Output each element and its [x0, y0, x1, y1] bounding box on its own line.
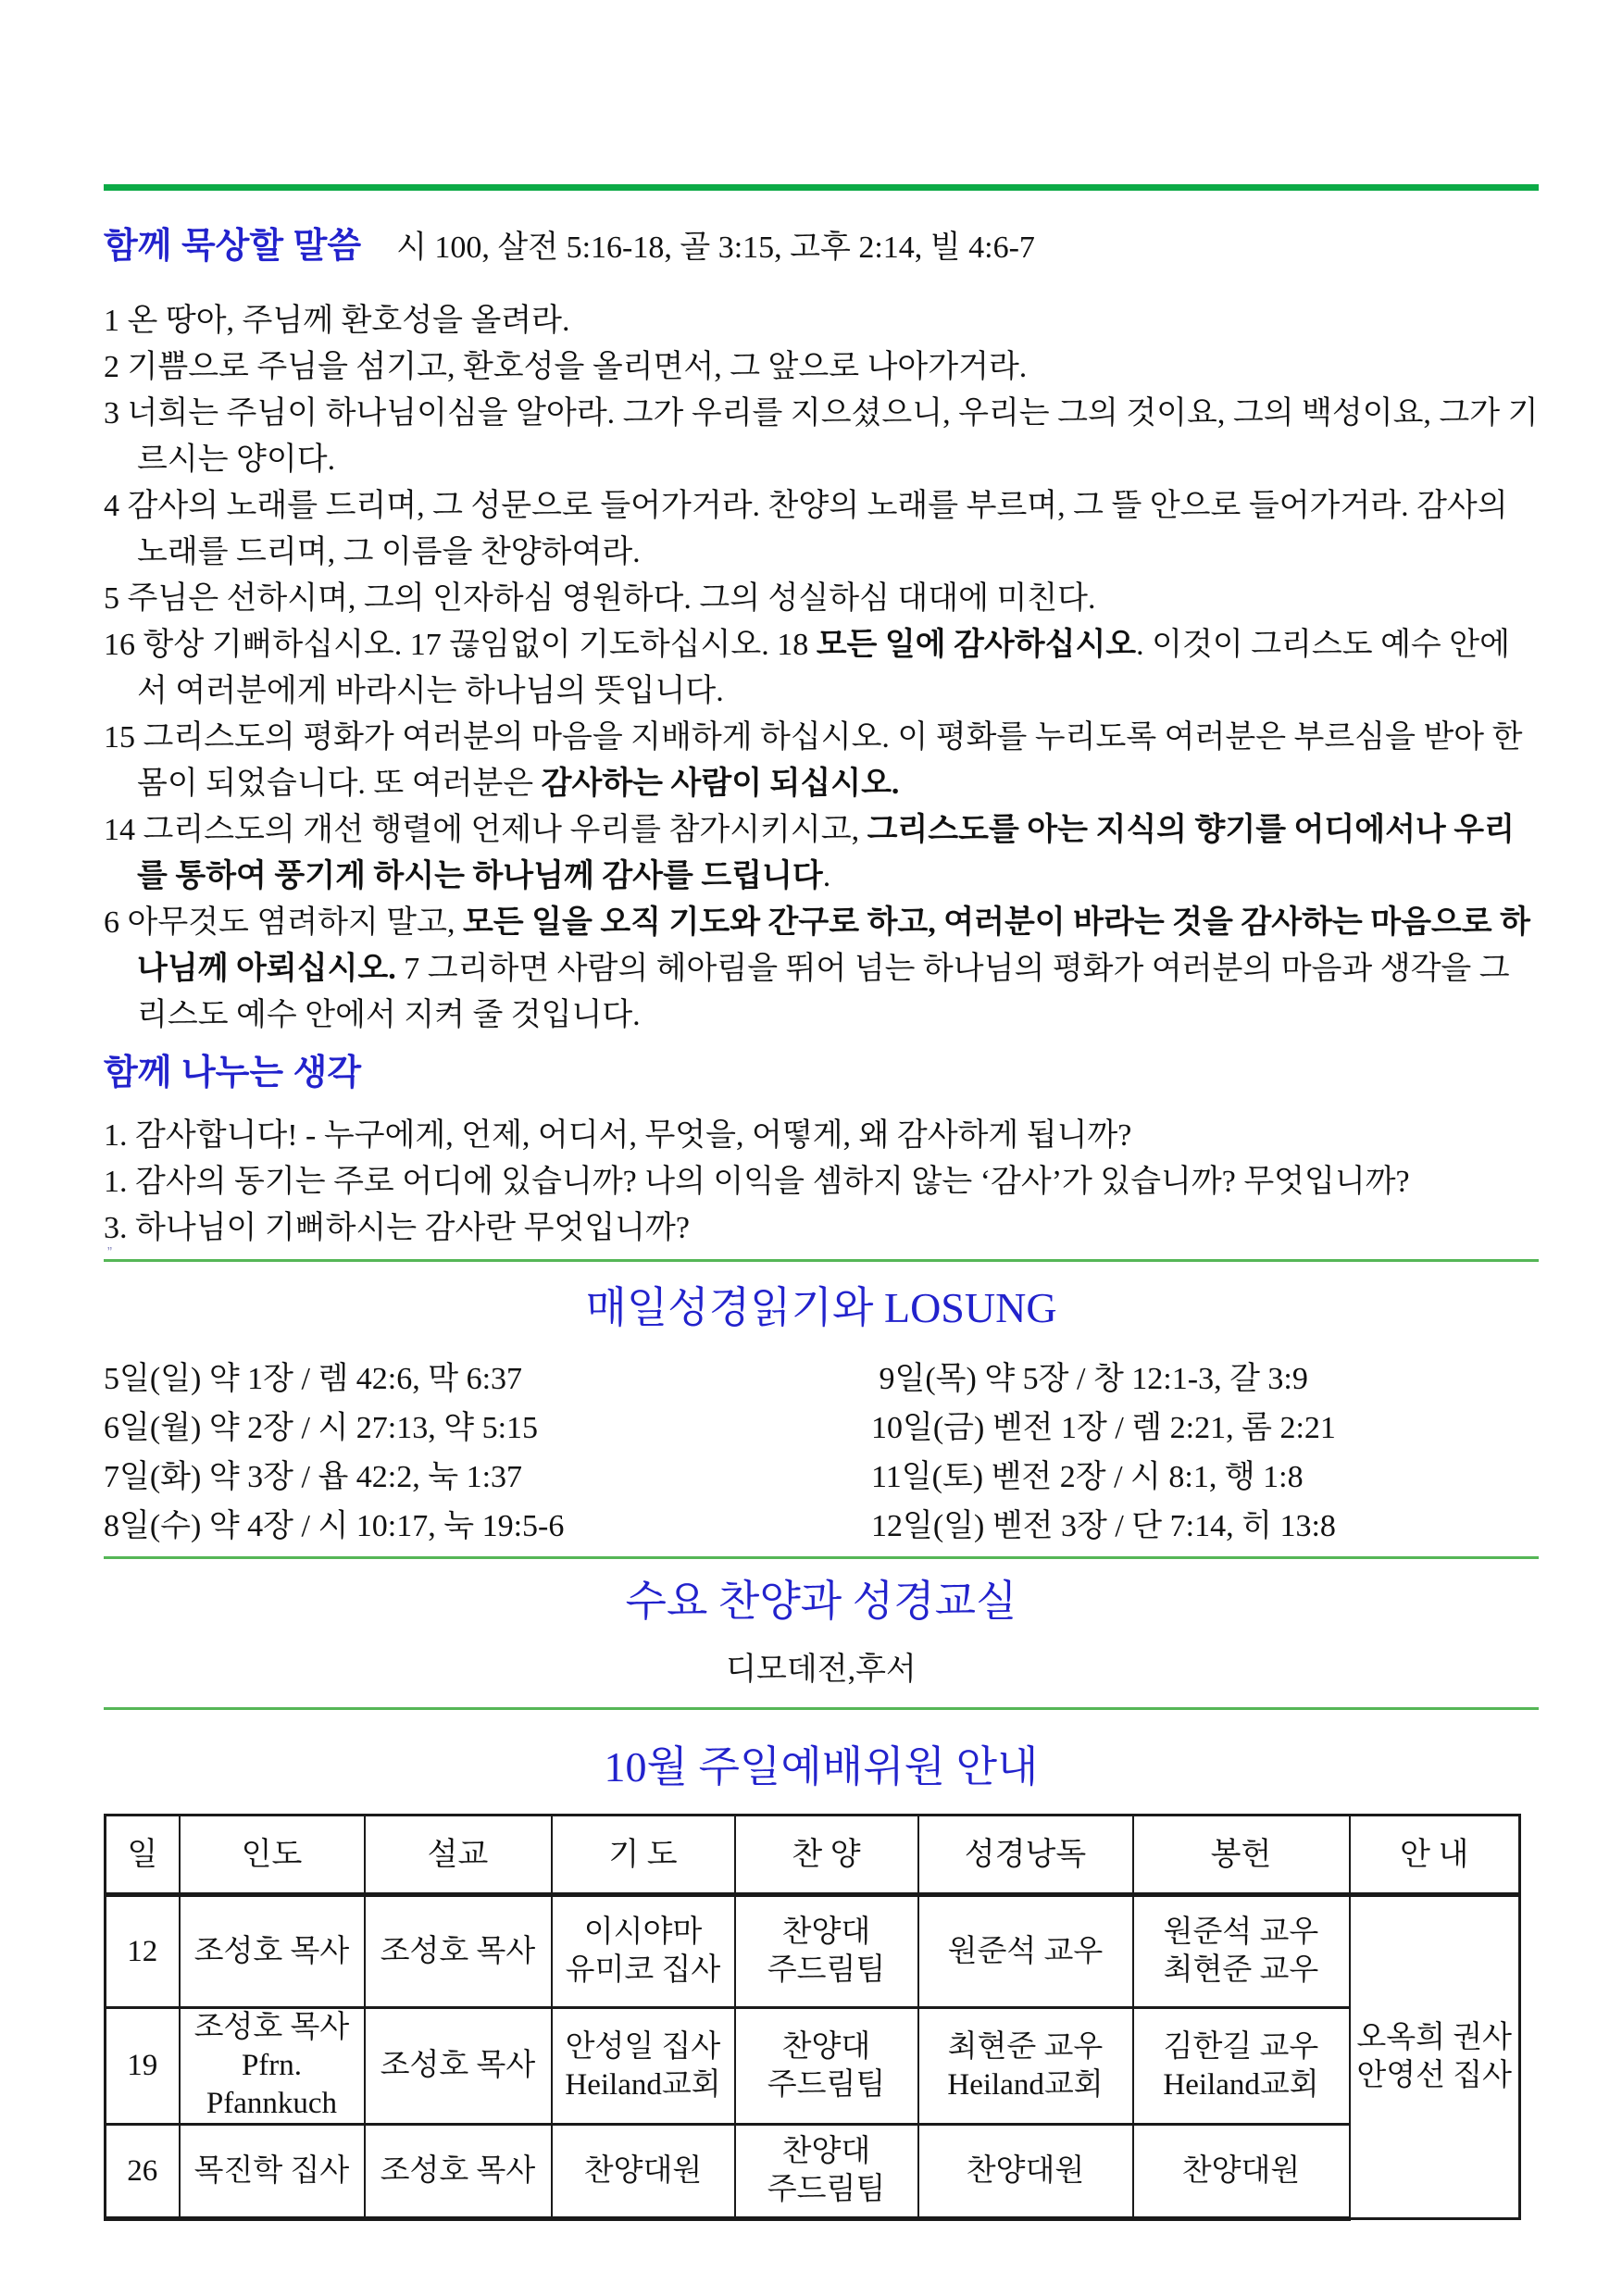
- reading-item: 12일(일) 벧전 3장 / 단 7:14, 히 13:8: [871, 1509, 1336, 1543]
- question-1: 1. 감사합니다! - 누구에게, 언제, 어디서, 무엇을, 어떻게, 왜 감사하게 됩니까?: [104, 1118, 1132, 1153]
- cell-day: 26: [106, 2125, 180, 2219]
- reading-item: 5일(일) 약 1장 / 렘 42:6, 막 6:37: [104, 1362, 523, 1396]
- cell-prayer: 찬양대원: [552, 2125, 735, 2219]
- cell-reading: 최현준 교우 Heiland교회: [918, 2008, 1133, 2125]
- verse-5: 5 주님은 선하시며, 그의 인자하심 영원하다. 그의 성실하심 대대에 미친다.: [104, 581, 1096, 616]
- cell-sermon: 조성호 목사: [365, 2125, 552, 2219]
- cell-lead: 목진학 집사: [180, 2125, 365, 2219]
- cell-lead: 조성호 목사: [180, 1895, 365, 2008]
- cell-offering: 원준석 교우 최현준 교우: [1133, 1895, 1350, 2008]
- daily-reading-right-column: [871, 1354, 1336, 1551]
- cell-offering: 김한길 교우 Heiland교회: [1133, 2008, 1350, 2125]
- reading-item: 11일(토) 벧전 2장 / 시 8:1, 행 1:8: [871, 1460, 1304, 1494]
- col-header-scripture-reading: 성경낭독: [918, 1816, 1133, 1895]
- sharing-section-header: [104, 1052, 1539, 1102]
- sharing-questions: [104, 1113, 1539, 1252]
- divider-green-thin-2: [104, 1556, 1539, 1559]
- stray-mark: ”: [107, 1244, 112, 1260]
- table-row-19: [106, 2008, 1520, 2125]
- verse-2: 2 기쁨으로 주님을 섬기고, 환호성을 올리면서, 그 앞으로 나아가거라.: [104, 350, 1028, 384]
- daily-reading-title: 매일성경읽기와 LOSUNG: [585, 1284, 1057, 1331]
- cell-lead: 조성호 목사 Pfrn. Pfannkuch: [180, 2008, 365, 2125]
- cell-sermon: 조성호 목사: [365, 2008, 552, 2125]
- cell-praise: 찬양대 주드림팀: [735, 2008, 918, 2125]
- table-row-26: [106, 2125, 1520, 2219]
- divider-green-thin-1: [104, 1259, 1539, 1262]
- verse-4: 4 감사의 노래를 드리며, 그 성문으로 들어가거라. 찬양의 노래를 부르며, 그 뜰 안으로 들어가거라. 감사의 노래를 드리며, 그 이름을 찬양하여라.: [104, 489, 1508, 569]
- reading-item: 6일(월) 약 2장 / 시 27:13, 약 5:15: [104, 1411, 539, 1445]
- worship-table: [104, 1814, 1521, 2221]
- col-header-prayer: 기 도: [552, 1816, 735, 1895]
- question-2: 1. 감사의 동기는 주로 어디에 있습니까? 나의 이익을 셈하지 않는 ‘감사’가 있습니까? 무엇입니까?: [104, 1165, 1410, 1199]
- worship-table-title: 10월 주일예배위원 안내: [604, 1743, 1039, 1791]
- cell-sermon: 조성호 목사: [365, 1895, 552, 2008]
- meditation-verses: [104, 298, 1539, 1039]
- verse-1: 1 온 땅아, 주님께 환호성을 올려라.: [104, 304, 570, 338]
- question-3: 3. 하나님이 기뻐하시는 감사란 무엇입니까?: [104, 1211, 690, 1245]
- page-content: [0, 184, 1622, 2221]
- col-header-sermon: 설교: [365, 1816, 552, 1895]
- reading-item: 7일(화) 약 3장 / 욥 42:2, 눅 1:37: [104, 1460, 523, 1494]
- cell-prayer: 안성일 집사 Heiland교회: [552, 2008, 735, 2125]
- reading-item: 8일(수) 약 4장 / 시 10:17, 눅 19:5-6: [104, 1509, 565, 1543]
- meditation-heading: 함께 묵상할 말씀: [104, 227, 362, 266]
- cell-day: 19: [106, 2008, 180, 2125]
- wednesday-title: 수요 찬양과 성경교실: [625, 1578, 1017, 1625]
- meditation-scripture-refs: 시 100, 살전 5:16-18, 골 3:15, 고후 2:14, 빌 4:6-7: [396, 231, 1035, 265]
- reading-item: 9일(목) 약 5장 / 창 12:1-3, 갈 3:9: [871, 1362, 1308, 1396]
- cell-reading: 찬양대원: [918, 2125, 1133, 2219]
- reading-item: 10일(금) 벧전 1장 / 렘 2:21, 롬 2:21: [871, 1411, 1336, 1445]
- table-row-12: [106, 1895, 1520, 2008]
- cell-prayer: 이시야마 유미코 집사: [552, 1895, 735, 2008]
- cell-reading: 원준석 교우: [918, 1895, 1133, 2008]
- col-header-praise: 찬 양: [735, 1816, 918, 1895]
- verse-3: 3 너희는 주님이 하나님이심을 알아라. 그가 우리를 지으셨으니, 우리는 그의 것이요, 그의 백성이요, 그가 기르시는 양이다.: [104, 396, 1539, 477]
- wednesday-subtitle: 디모데전,후서: [726, 1653, 917, 1687]
- verse-14: 14 그리스도의 개선 행렬에 언제나 우리를 참가시키시고, 그리스도를 아는 지식의 향기를 어디에서나 우리를 통하여 풍기게 하시는 하나님께 감사를 드립니다.: [104, 813, 1515, 893]
- sharing-heading: 함께 나누는 생각: [104, 1054, 362, 1092]
- meditation-section-header: [104, 222, 1539, 278]
- col-header-day: 일: [106, 1816, 180, 1895]
- verse-6-7: 6 아무것도 염려하지 말고, 모든 일을 오직 기도와 간구로 하고, 여러분이 바라는 것을 감사하는 마음으로 하나님께 아뢰십시오. 7 그리하면 사람의 헤아림을 뛰어 넘는 하나님의 평화가 여러분의 마음과 생각을 그리스도 예수 안에서 지켜 줄 것입니다.: [104, 905, 1530, 1032]
- divider-wrap: [104, 1244, 1539, 1262]
- verse-15: 15 그리스도의 평화가 여러분의 마음을 지배하게 하십시오. 이 평화를 누리도록 여러분은 부르심을 받아 한 몸이 되었습니다. 또 여러분은 감사하는 사람이 되십시오.: [104, 720, 1523, 801]
- cell-praise: 찬양대 주드림팀: [735, 2125, 918, 2219]
- divider-green-thin-3: [104, 1707, 1539, 1710]
- cell-guide: 오옥희 권사 안영선 집사: [1350, 1895, 1520, 2219]
- daily-reading-list: [104, 1354, 1539, 1551]
- col-header-guide: 안 내: [1350, 1816, 1520, 1895]
- col-header-offering: 봉헌: [1133, 1816, 1350, 1895]
- cell-praise: 찬양대 주드림팀: [735, 1895, 918, 2008]
- verse-16-18: 16 항상 기뻐하십시오. 17 끊임없이 기도하십시오. 18 모든 일에 감사하십시오. 이것이 그리스도 예수 안에서 여러분에게 바라시는 하나님의 뜻입니다.: [104, 628, 1510, 708]
- divider-green-thick: [104, 184, 1539, 191]
- cell-offering: 찬양대원: [1133, 2125, 1350, 2219]
- cell-day: 12: [106, 1895, 180, 2008]
- col-header-lead: 인도: [180, 1816, 365, 1895]
- worship-table-header-row: [106, 1816, 1520, 1895]
